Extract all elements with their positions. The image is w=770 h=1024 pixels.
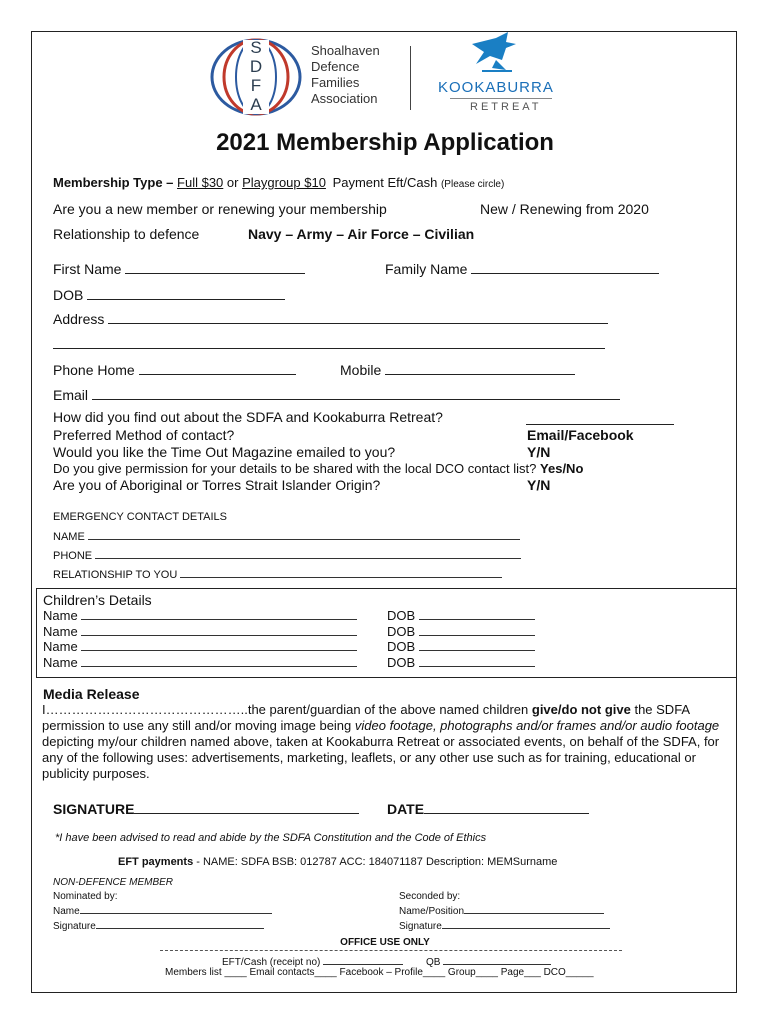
eft-payments-row	[118, 856, 557, 868]
payment-label: Payment Eft/Cash	[332, 175, 438, 190]
sdfa-letter: F	[250, 76, 262, 95]
emergency-phone-field[interactable]	[53, 548, 521, 562]
membership-type-row	[53, 175, 504, 190]
dob-label: DOB	[53, 287, 84, 303]
office-qb-label: QB	[426, 957, 441, 968]
eft-details: - NAME: SDFA BSB: 012787 ACC: 184071187 Description: MEMSurname	[196, 856, 558, 868]
phone-home-field[interactable]	[53, 360, 296, 378]
kookaburra-rule	[450, 98, 552, 99]
seconded-signature-line[interactable]	[442, 918, 610, 929]
logo-divider	[410, 46, 411, 110]
child-name-line[interactable]	[81, 656, 357, 667]
permission-options[interactable]: Yes/No	[540, 461, 584, 476]
child-name-line[interactable]	[81, 609, 357, 620]
address-line-2[interactable]	[53, 348, 605, 349]
new-member-question: Are you a new member or renewing your membership	[53, 201, 387, 217]
media-text-1: I………………………………………..the parent/guardian of the above named children	[42, 702, 532, 717]
child-name-line[interactable]	[81, 640, 357, 651]
kookaburra-sub: RETREAT	[470, 101, 542, 113]
non-defence-heading: NON-DEFENCE MEMBER	[53, 877, 174, 888]
emergency-heading: EMERGENCY CONTACT DETAILS	[53, 511, 227, 523]
sdfa-letter: D	[249, 57, 263, 76]
child-name-label: Name	[43, 608, 78, 623]
child-name-field[interactable]	[43, 608, 357, 624]
seconded-signature-field[interactable]	[399, 918, 610, 933]
timeout-question: Would you like the Time Out Magazine emailed to you?	[53, 444, 396, 460]
preferred-options[interactable]: Email/Facebook	[527, 427, 634, 443]
nominated-label: Nominated by:	[53, 891, 118, 902]
permission-text: Do you give permission for your details to be shared with the local DCO contact list?	[53, 461, 537, 476]
sdfa-name	[311, 43, 380, 107]
emergency-name-line[interactable]	[88, 529, 520, 540]
email-line[interactable]	[92, 385, 620, 400]
nominated-signature-line[interactable]	[96, 918, 264, 929]
emergency-name-field[interactable]	[53, 529, 520, 543]
seconded-name-field[interactable]	[399, 903, 610, 918]
timeout-options[interactable]: Y/N	[527, 444, 551, 460]
kookaburra-bird-icon	[466, 30, 522, 76]
signature-field[interactable]	[53, 799, 359, 817]
dob-field[interactable]	[53, 285, 285, 303]
nominated-signature-field[interactable]	[53, 918, 272, 933]
office-heading: OFFICE USE ONLY	[340, 937, 430, 948]
mobile-line[interactable]	[385, 360, 575, 375]
date-field[interactable]	[387, 799, 589, 817]
child-name-label: Name	[43, 654, 78, 670]
give-options[interactable]: give/do not give	[531, 702, 631, 717]
kookaburra-name: KOOKABURRA	[438, 79, 554, 96]
emergency-phone-line[interactable]	[95, 548, 521, 559]
child-name-field[interactable]	[43, 655, 357, 671]
media-text-3: depicting my/our children named above, taken at Kookaburra Retreat or associated events, on behalf of the SDFA, for any of the following uses: advertisements, marketing, leaflets, or any other use such as for training, educational or publicity purposes.	[42, 734, 720, 781]
media-italic: video footage, photographs and/or frames and/or audio footage	[354, 718, 720, 733]
family-name-line[interactable]	[471, 259, 659, 274]
seconded-signature-label: Signature	[399, 921, 442, 932]
media-heading: Media Release	[43, 686, 140, 702]
first-name-field[interactable]	[53, 259, 305, 277]
child-dob-field[interactable]	[387, 639, 535, 655]
membership-label: Membership Type –	[53, 175, 174, 190]
child-dob-field[interactable]	[387, 624, 535, 640]
seconded-name-line[interactable]	[464, 903, 604, 914]
phone-home-label: Phone Home	[53, 362, 135, 378]
media-text-2: the SDFA permission to use any still and/or moving image being	[42, 702, 690, 733]
children-heading: Children’s Details	[43, 592, 152, 608]
eft-label: EFT payments	[118, 856, 194, 868]
media-paragraph	[42, 702, 732, 782]
first-name-line[interactable]	[125, 259, 305, 274]
sdfa-letter: S	[250, 38, 262, 57]
child-dob-line[interactable]	[419, 640, 535, 651]
aboriginal-options[interactable]: Y/N	[527, 477, 551, 493]
page-title: 2021 Membership Application	[216, 129, 554, 156]
preferred-question: Preferred Method of contact?	[53, 427, 235, 443]
emergency-phone-label: PHONE	[53, 550, 93, 562]
emergency-relationship-field[interactable]	[53, 567, 502, 581]
child-dob-field[interactable]	[387, 655, 535, 671]
address-label: Address	[53, 311, 105, 327]
sdfa-name-line: Shoalhaven	[311, 43, 380, 58]
dob-line[interactable]	[87, 285, 285, 300]
office-members-list: Members list ____ Email contacts____ Facebook – Profile____ Group____ Page___ DCO_____	[165, 967, 594, 978]
date-label: DATE	[387, 801, 425, 817]
nominated-block	[53, 890, 272, 933]
sdfa-logo	[206, 38, 306, 116]
child-name-label: Name	[43, 623, 78, 639]
office-divider	[160, 950, 622, 952]
child-dob-field[interactable]	[387, 608, 535, 624]
child-dob-line[interactable]	[419, 609, 535, 620]
circle-hint: (Please circle)	[440, 179, 505, 190]
mobile-label: Mobile	[340, 362, 382, 378]
or-text: or	[226, 175, 239, 190]
child-dob-line[interactable]	[419, 625, 535, 636]
office-eft-field[interactable]	[222, 954, 403, 968]
office-qb-line[interactable]	[443, 954, 551, 965]
child-dob-label: DOB	[387, 623, 416, 639]
emergency-relationship-line[interactable]	[180, 567, 502, 578]
emergency-relationship-label: RELATIONSHIP TO YOU	[53, 569, 178, 581]
nominated-name-field[interactable]	[53, 903, 272, 918]
office-qb-field[interactable]	[426, 954, 551, 968]
new-renew-options[interactable]: New / Renewing from 2020	[480, 201, 649, 217]
children-dobs	[387, 608, 535, 670]
aboriginal-question: Are you of Aboriginal or Torres Strait Islander Origin?	[53, 477, 381, 493]
playgroup-option[interactable]: Playgroup $10	[242, 175, 326, 190]
find-out-line[interactable]	[526, 424, 674, 425]
email-label: Email	[53, 387, 89, 403]
office-eft-line[interactable]	[323, 954, 403, 965]
seconded-name-label: Name/Position	[399, 906, 465, 917]
address-field[interactable]	[53, 309, 608, 327]
sdfa-letter: A	[250, 95, 262, 114]
child-name-label: Name	[43, 639, 78, 654]
office-eft-label: EFT/Cash (receipt no)	[222, 957, 321, 968]
child-dob-label: DOB	[387, 608, 416, 623]
relationship-options[interactable]: Navy – Army – Air Force – Civilian	[248, 226, 475, 242]
seconded-label: Seconded by:	[399, 891, 461, 902]
sdfa-name-line: Association	[311, 91, 378, 106]
phone-home-line[interactable]	[139, 360, 296, 375]
relationship-label: Relationship to defence	[53, 226, 200, 242]
family-name-label: Family Name	[385, 261, 468, 277]
emergency-name-label: NAME	[53, 531, 85, 543]
nominated-name-line[interactable]	[80, 903, 272, 914]
email-field[interactable]	[53, 385, 620, 403]
nominated-signature-label: Signature	[53, 921, 96, 932]
first-name-label: First Name	[53, 261, 122, 277]
child-dob-label: DOB	[387, 654, 416, 670]
sdfa-name-line: Families	[311, 75, 360, 90]
sdfa-name-line: Defence	[311, 59, 360, 74]
child-name-field[interactable]	[43, 624, 357, 640]
child-name-field[interactable]	[43, 639, 357, 655]
signature-line[interactable]	[134, 799, 359, 814]
constitution-note: *I have been advised to read and abide by the SDFA Constitution and the Code of Ethics	[55, 832, 487, 844]
seconded-block	[399, 890, 610, 933]
family-name-field[interactable]	[385, 259, 659, 277]
child-dob-label: DOB	[387, 639, 416, 654]
child-dob-line[interactable]	[419, 656, 535, 667]
signature-label: SIGNATURE	[53, 801, 135, 817]
child-name-line[interactable]	[81, 625, 357, 636]
children-names	[43, 608, 357, 670]
full-option[interactable]: Full $30	[177, 175, 224, 190]
mobile-field[interactable]	[340, 360, 575, 378]
date-line[interactable]	[424, 799, 589, 814]
permission-question	[53, 461, 583, 476]
find-out-question: How did you find out about the SDFA and Kookaburra Retreat?	[53, 409, 443, 425]
nominated-name-label: Name	[53, 906, 80, 917]
address-line[interactable]	[108, 309, 608, 324]
